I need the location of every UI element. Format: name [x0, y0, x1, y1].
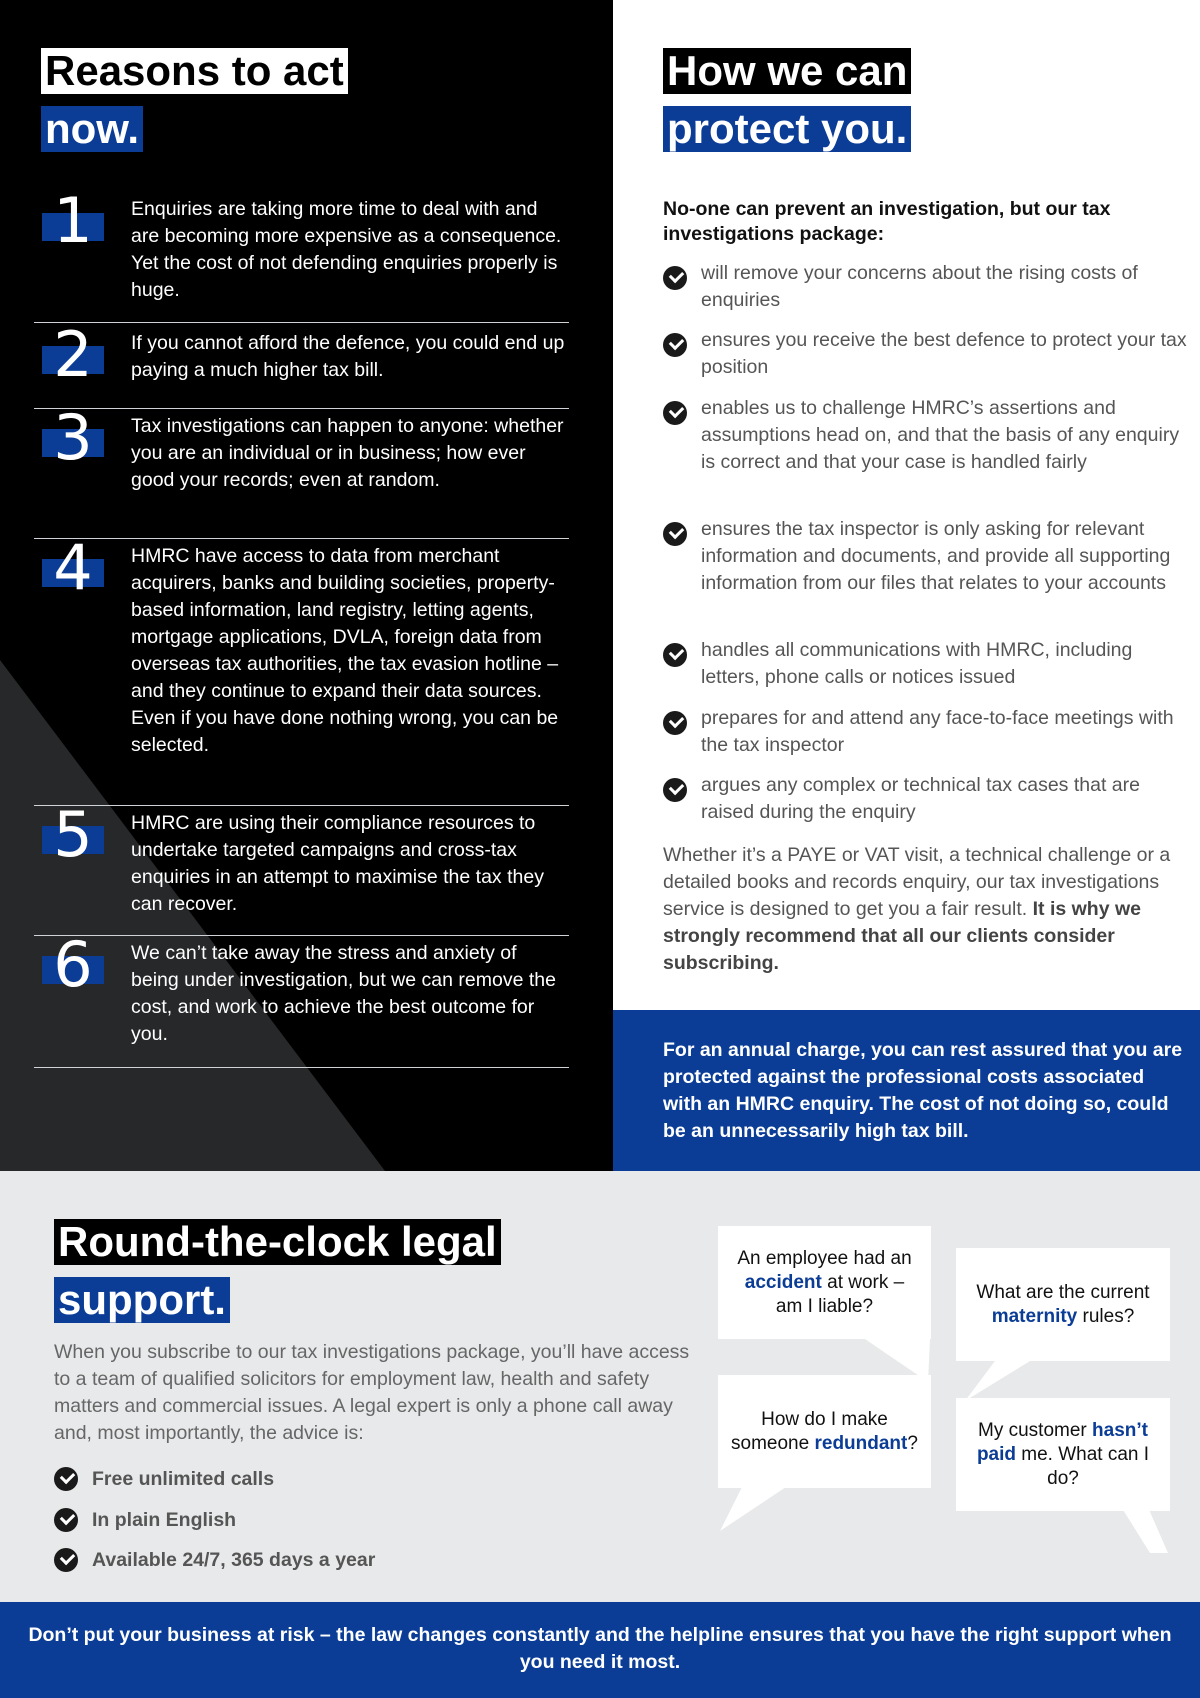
bullet-text: ensures you receive the best defence to protect your tax position	[701, 329, 1187, 378]
protect-intro: No-one can prevent an investigation, but our tax investigations package:	[663, 198, 1111, 245]
bullet-text: argues any complex or technical tax cases that are raised during the enquiry	[701, 774, 1140, 823]
closing-normal-text: Whether it’s a PAYE or VAT visit, a technical challenge or a detailed books and records enquiry, our tax investigations service is designed to get you a fair result.	[663, 844, 1171, 920]
annual-charge-box	[613, 1010, 1200, 1171]
reason-text: We can’t take away the stress and anxiety of being under investigation, but we can remove the cost, and work to achieve the best outcome for you.	[131, 942, 556, 1045]
bubble-text-pre: What are the current	[976, 1281, 1150, 1303]
legal-support-section	[0, 1171, 1200, 1602]
protect-closing	[663, 842, 1183, 977]
bullet-text: handles all communications with HMRC, including letters, phone calls or notices issued	[701, 639, 1133, 688]
legal-bullet-text: Free unlimited calls	[92, 1468, 275, 1490]
reasons-heading	[41, 44, 348, 160]
bubble-keyword: accident	[744, 1271, 822, 1293]
reason-item	[34, 798, 569, 936]
reason-item	[34, 531, 569, 806]
bullet-text: prepares for and attend any face-to-face meetings with the tax inspector	[701, 707, 1174, 756]
reason-item	[34, 401, 569, 539]
checkmark-icon	[663, 643, 687, 667]
reason-number: 5	[53, 798, 93, 871]
reasons-heading-line2: now.	[41, 106, 143, 152]
bubble-keyword: redundant	[814, 1432, 908, 1454]
annual-charge-text: For an annual charge, you can rest assured that you are protected against the professional costs associated with an HMRC enquiry. The cost of not doing so, could be an unnecessarily high tax bill.	[663, 1039, 1183, 1142]
reason-number: 2	[53, 318, 93, 391]
reason-text: HMRC are using their compliance resources to undertake targeted campaigns and cross-tax enquiries in an attempt to maximise the tax they can recover.	[131, 812, 544, 915]
legal-heading-line2: support.	[54, 1277, 230, 1323]
bubble-text-post: at work – am I liable?	[775, 1271, 905, 1317]
speech-bubble	[718, 1226, 931, 1339]
speech-bubble-tails	[0, 1171, 1200, 1602]
legal-bullet-text: Available 24/7, 365 days a year	[92, 1549, 376, 1571]
reason-text: HMRC have access to data from merchant acquirers, banks and building societies, property-based information, land registry, letting agents, mortgage applications, DVLA, foreign data from overseas tax authorities, the tax evasion hotline – and they continue to expand their data sources. Even if you have done nothing wrong, you can be selected.	[131, 545, 559, 756]
bubble-text-post: ?	[907, 1432, 918, 1454]
reason-number: 3	[53, 401, 93, 474]
bubble-keyword: hasn’t paid	[976, 1419, 1148, 1465]
reasons-heading-line1: Reasons to act	[41, 48, 348, 94]
checkmark-icon	[663, 711, 687, 735]
bubble-text-pre: My customer	[978, 1419, 1093, 1441]
closing-bold-text: It is why we strongly recommend that all our clients consider subscribing.	[663, 898, 1141, 974]
bubble-text-post: me. What can I do?	[1016, 1443, 1150, 1489]
reason-text: Tax investigations can happen to anyone: whether you are an individual or in business; how ever good your records; even at random.	[131, 415, 564, 491]
checkmark-icon	[663, 778, 687, 802]
reasons-panel	[0, 0, 613, 1171]
reason-item	[34, 184, 569, 323]
bullet-text: will remove your concerns about the rising costs of enquiries	[701, 262, 1138, 311]
footer-banner	[0, 1602, 1200, 1698]
footer-text: Don’t put your business at risk – the law changes constantly and the helpline ensures that you have the right support when you need it most.	[28, 1624, 1172, 1673]
legal-heading-line1: Round-the-clock legal	[54, 1219, 501, 1265]
legal-description: When you subscribe to our tax investigations package, you’ll have access to a team of qualified solicitors for employment law, health and safety matters and commercial issues. A legal expert is only a phone call away and, most importantly, the advice is:	[54, 1341, 690, 1444]
protect-heading-line2: protect you.	[663, 106, 911, 152]
bubble-text-pre: An employee had an	[737, 1247, 912, 1269]
checkmark-icon	[663, 266, 687, 290]
speech-bubble	[956, 1248, 1170, 1361]
bubble-text-post: rules?	[1077, 1305, 1135, 1327]
reason-number: 4	[53, 531, 93, 604]
bullet-text: ensures the tax inspector is only asking for relevant information and documents, and provide all supporting information from our files that relates to your accounts	[701, 518, 1171, 594]
bubble-text-pre: How do I make someone	[731, 1408, 888, 1454]
protect-heading-line1: How we can	[663, 48, 911, 94]
reason-text: If you cannot afford the defence, you could end up paying a much higher tax bill.	[131, 332, 565, 381]
speech-bubble	[718, 1375, 931, 1488]
checkmark-icon	[663, 522, 687, 546]
protect-heading	[663, 44, 911, 160]
checkmark-icon	[663, 333, 687, 357]
checkmark-icon	[663, 401, 687, 425]
speech-bubble	[956, 1398, 1170, 1511]
reason-number: 1	[53, 184, 93, 257]
legal-bullet-text: In plain English	[92, 1509, 237, 1531]
bullet-text: enables us to challenge HMRC’s assertions and assumptions head on, and that the basis of any enquiry is correct and that your case is handled fairly	[701, 397, 1180, 473]
reason-text: Enquiries are taking more time to deal with and are becoming more expensive as a consequence. Yet the cost of not defending enquiries properly is huge.	[131, 198, 562, 301]
reason-number: 6	[53, 928, 93, 1001]
reason-item	[34, 318, 569, 409]
protection-panel	[613, 0, 1200, 1010]
reason-item	[34, 928, 569, 1068]
bubble-keyword: maternity	[991, 1305, 1078, 1327]
